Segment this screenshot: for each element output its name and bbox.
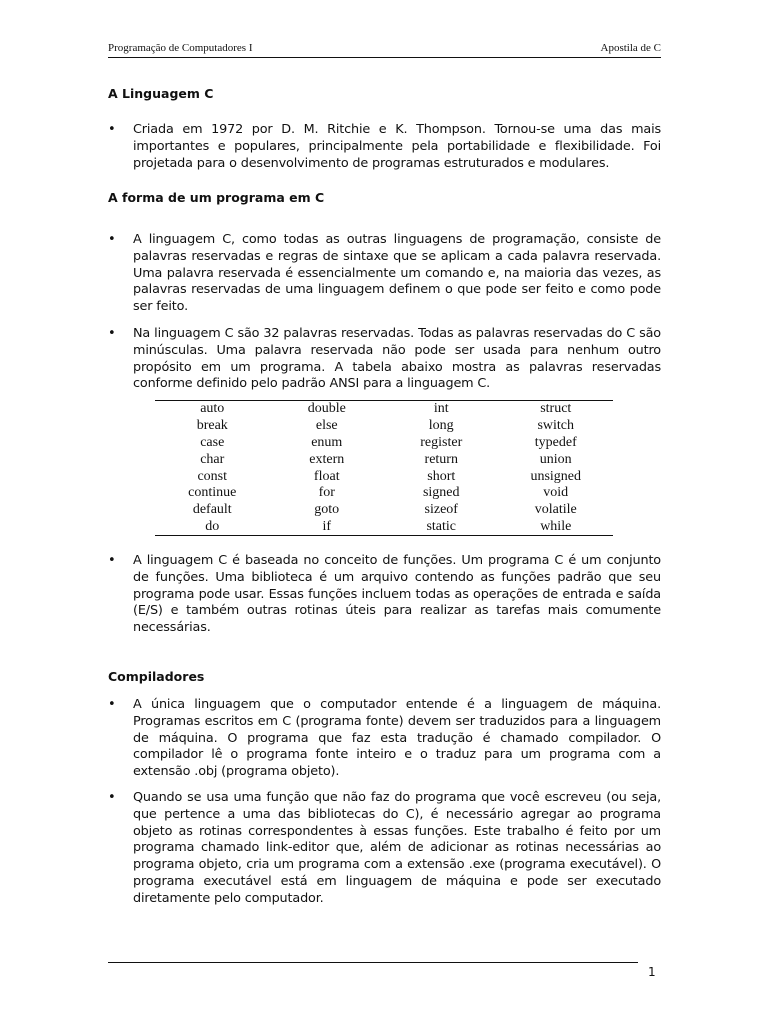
table-cell: break	[196, 418, 228, 434]
table-cell: sizeof	[424, 502, 458, 518]
bullet-marker: •	[108, 553, 116, 568]
header-course-title: Programação de Computadores I	[108, 42, 253, 54]
table-cell: union	[539, 451, 572, 467]
header-document-title: Apostila de C	[600, 42, 661, 54]
table-cell: for	[318, 485, 335, 501]
table-cell: volatile	[534, 502, 577, 518]
bullet-marker: •	[108, 122, 116, 137]
table-row	[155, 502, 613, 519]
table-cell: void	[543, 485, 569, 501]
footer-divider	[108, 962, 638, 963]
table-cell: continue	[188, 485, 237, 501]
table-cell: char	[200, 451, 225, 467]
list-item	[108, 122, 661, 172]
paragraph-text: A linguagem C, como todas as outras linguagens de programação, consiste de palavras reservadas e regras de sintaxe que se aplicam a cada palavra reservada. Uma palavra reservada é essencialmente um comando e, na maioria das vezes, as palavras reservadas de uma linguagem definem o que pode ser feito e como pode ser feito.	[133, 232, 661, 315]
table-row	[155, 418, 613, 435]
table-cell: unsigned	[530, 468, 582, 484]
table-cell: static	[426, 518, 457, 534]
table-cell: struct	[540, 401, 572, 417]
table-row	[155, 451, 613, 468]
table-cell: typedef	[534, 434, 577, 450]
table-row	[155, 401, 613, 418]
table-cell: switch	[537, 418, 575, 434]
table-cell: long	[428, 418, 454, 434]
table-cell: else	[315, 418, 338, 434]
table-cell: register	[420, 434, 463, 450]
paragraph-text: A única linguagem que o computador entende é a linguagem de máquina. Programas escritos em C (programa fonte) devem ser traduzidos para a linguagem de máquina. O programa que faz esta tradução é chamado compilador. O compilador lê o programa fonte inteiro e o traduz para um programa com a extensão .obj (programa objeto).	[133, 697, 661, 780]
table-cell: if	[322, 518, 332, 534]
table-cell: float	[313, 468, 340, 484]
section-title-compiladores: Compiladores	[108, 669, 205, 684]
table-cell: const	[197, 468, 228, 484]
list-item	[108, 232, 661, 316]
bullet-marker: •	[108, 790, 116, 805]
table-cell: case	[200, 434, 225, 450]
paragraph-text: Criada em 1972 por D. M. Ritchie e K. Thompson. Tornou-se uma das mais importantes e populares, principalmente pela portabilidade e flexibilidade. Foi projetada para o desenvolvimento de programas estruturados e modulares.	[133, 122, 661, 171]
table-cell: short	[427, 468, 456, 484]
table-cell: goto	[314, 502, 340, 518]
paragraph-text: Quando se usa uma função que não faz do programa que você escreveu (ou seja, que pertence a uma das bibliotecas do C), é necessário agregar ao programa objeto as rotinas correspondentes à essas funções. Este trabalho é feito por um programa chamado link-editor que, além de adicionar as rotinas necessárias ao programa objeto, cria um programa com a extensão .exe (programa executável). O programa executável está em linguagem de máquina e pode ser executado diretamente pelo computador.	[133, 790, 661, 906]
table-cell: while	[540, 518, 572, 534]
list-item	[108, 553, 661, 637]
bullet-marker: •	[108, 232, 116, 247]
table-row	[155, 485, 613, 502]
table-cell: int	[433, 401, 449, 417]
list-item	[108, 697, 661, 781]
table-cell: do	[205, 518, 220, 534]
reserved-words-table	[155, 400, 613, 536]
table-cell: extern	[309, 451, 345, 467]
paragraph-text: Na linguagem C são 32 palavras reservadas. Todas as palavras reservadas do C são minúsculas. Uma palavra reservada não pode ser usada para nenhum outro propósito em um programa. A tabela abaixo mostra as palavras reservadas conforme definido pelo padrão ANSI para a linguagem C.	[133, 326, 661, 392]
table-cell: enum	[311, 434, 343, 450]
list-item	[108, 326, 661, 393]
table-cell: double	[307, 401, 346, 417]
list-item	[108, 790, 661, 908]
table-cell: return	[424, 451, 458, 467]
table-cell: signed	[422, 485, 460, 501]
table-row	[155, 468, 613, 485]
running-header	[108, 42, 661, 58]
table-row	[155, 519, 613, 536]
section-title-linguagem-c: A Linguagem C	[108, 86, 214, 101]
table-cell: default	[192, 502, 232, 518]
page-number: 1	[648, 965, 656, 979]
table-cell: auto	[200, 401, 225, 417]
paragraph-text: A linguagem C é baseada no conceito de funções. Um programa C é um conjunto de funções. Uma biblioteca é um arquivo contendo as funções padrão que seu programa pode usar. Essas funções incluem todas as operações de entrada e saída (E/S) e também outras rotinas úteis para realizar as tarefas mais comumente necessárias.	[133, 553, 661, 636]
bullet-marker: •	[108, 697, 116, 712]
table-row	[155, 435, 613, 452]
section-title-forma-programa: A forma de um programa em C	[108, 190, 325, 205]
bullet-marker: •	[108, 326, 116, 341]
